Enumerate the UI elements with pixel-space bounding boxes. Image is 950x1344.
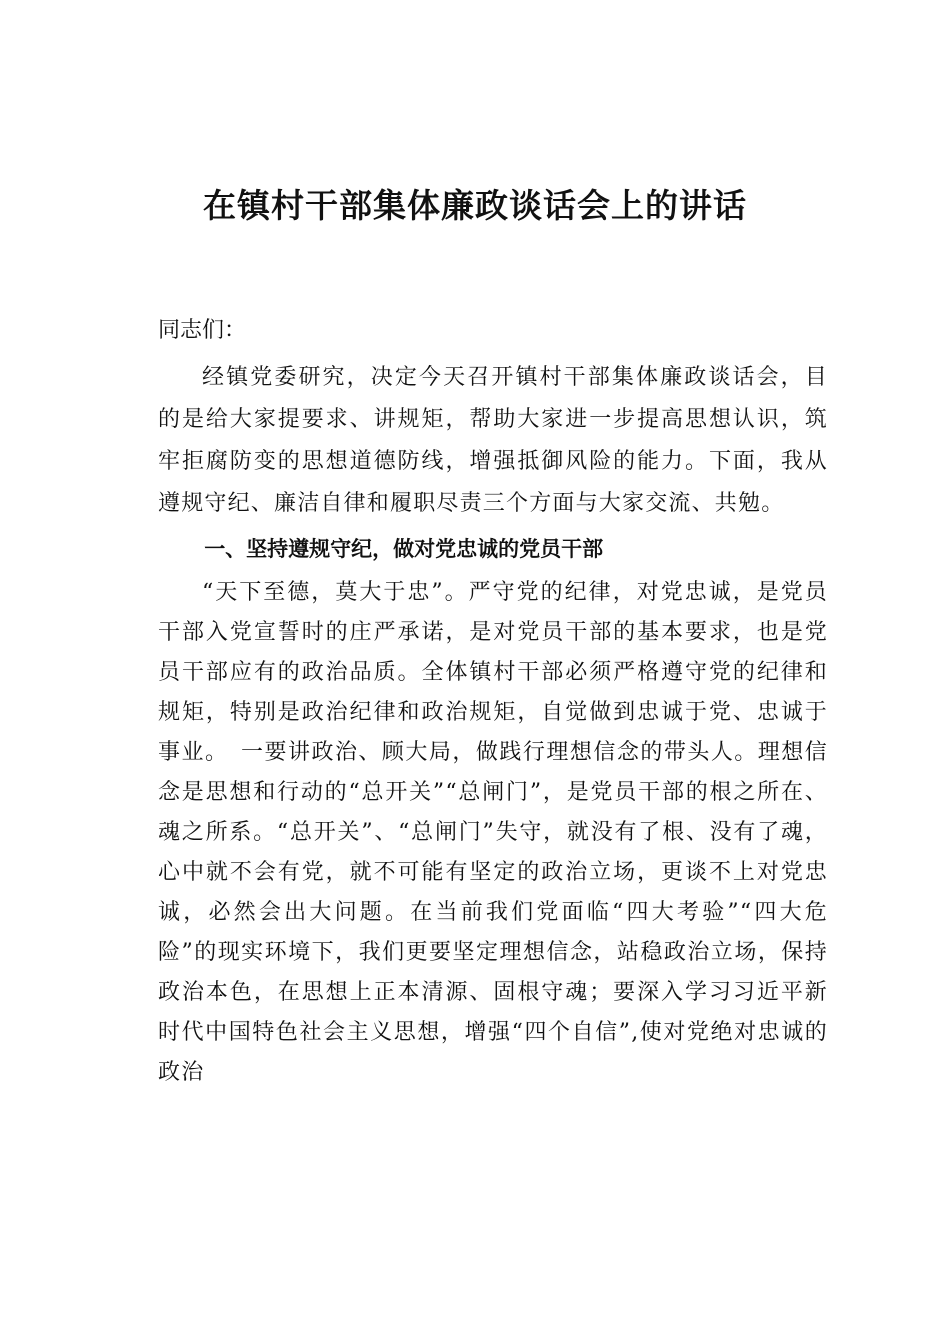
salutation: 同志们： (158, 318, 247, 343)
document-body (158, 311, 828, 1093)
intro-paragraph: 经镇党委研究，决定今天召开镇村干部集体廉政谈话会，目的是给大家提要求、讲规矩，帮助大家进一步提高思想认识，筑牢拒腐防变的思想道德防线，增强抵御风险的能力。下面，我从遵规守纪、廉洁自律和履职尽责三个方面与大家交流、共勉。 (158, 365, 828, 516)
section-heading-1: 一、坚持遵规守纪，做对党忠诚的党员干部 (204, 537, 604, 561)
section-1-paragraph: “天下至德，莫大于忠”。严守党的纪律，对党忠诚，是党员干部入党宣誓时的庄严承诺，是对党员干部的基本要求，也是党员干部应有的政治品质。全体镇村干部必须严格遵守党的纪律和规矩，特别是政治纪律和政治规矩，自觉做到忠诚于党、忠诚于事业。 一要讲政治、顾大局，做践行理想信念的带头人。理想信念是思想和行动的“总开关”“总闸门”，是党员干部的根之所在、魂之所系。“总开关”、“总闸门”失守，就没有了根、没有了魂，心中就不会有党，就不可能有坚定的政治立场，更谈不上对党忠诚，必然会出大问题。在当前我们党面临“四大考验”“四大危险”的现实环境下，我们更要坚定理想信念，站稳政治立场，保持政治本色，在思想上正本清源、固根守魂；要深入学习习近平新时代中国特色社会主义思想，增强“四个自信”,使对党绝对忠诚的政治 (158, 580, 828, 1085)
document-title: 在镇村干部集体廉政谈话会上的讲话 (203, 186, 747, 225)
